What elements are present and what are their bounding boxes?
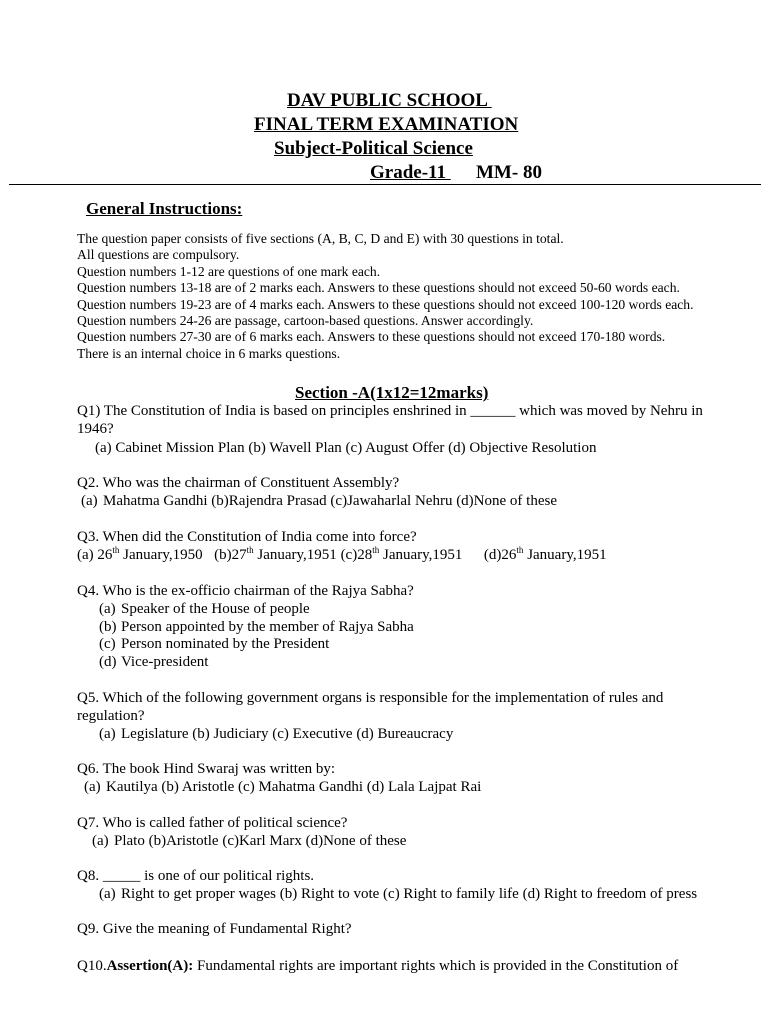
q3-options [77,547,607,564]
q3-option-d: (d)26th January,1951 [483,545,607,563]
instructions-title: General Instructions: [86,199,243,218]
instruction-item: The question paper consists of five sections (A, B, C, D and E) with 30 questions in total. [77,231,564,246]
instruction-item: There is an internal choice in 6 marks questions. [77,345,341,361]
option-text: Mahatma Gandhi (b)Rajendra Prasad (c)Jawaharlal Nehru (d)None of these [103,493,557,509]
q1-options: (a) Cabinet Mission Plan (b) Wavell Plan (c) August Offer (d) Objective Resolution [95,440,597,456]
section-a-title: Section -A(1x12=12marks) [295,383,489,402]
q10-text: Q10.Assertion(A): Fundamental rights are important rights which is provided in the Constitution of [77,958,679,974]
q1-text: Q1) The Constitution of India is based on principles enshrined in ______ which was moved by Nehru in [77,403,703,419]
instruction-item: Question numbers 1-12 are questions of one mark each. [77,263,381,279]
q4-option-d: (d) Vice-president [99,654,209,670]
q8-text: Q8. _____ is one of our political rights. [77,868,315,884]
instruction-item: All questions are compulsory. [77,247,240,263]
q4-option-c: (c) Person nominated by the President [99,636,330,652]
q4-option-b: (b) Person appointed by the member of Rajya Sabha [99,619,414,635]
instruction-item: Question numbers 27-30 are of 6 marks each. Answers to these questions should not exceed 170-180 words. [77,329,666,345]
instruction-item: Question numbers 19-23 are of 4 marks each. Answers to these questions should not exceed 100-120 words each. [77,296,694,312]
q8-options: (a) Right to get proper wages (b) Right to vote (c) Right to family life (d) Right to freedom of press [99,886,698,902]
q5-text: Q5. Which of the following government organs is responsible for the implementation of rules and [77,690,664,706]
instructions-list [77,231,757,362]
instruction-item: Question numbers 13-18 are of 2 marks each. Answers to these questions should not exceed 50-60 words each. [77,280,680,296]
q3-option-b: (b)27th January,1951 [214,545,337,563]
q3-text: Q3. When did the Constitution of India come into force? [77,529,417,545]
q3-option-a: (a) 26th January,1950 [77,545,203,563]
q1-text-continued: 1946? [77,421,114,437]
header-divider [9,184,761,185]
q2-text: Q2. Who was the chairman of Constituent Assembly? [77,475,400,491]
school-name: DAV PUBLIC SCHOOL [287,90,492,111]
q4-option-a: (a) Speaker of the House of people [99,601,310,617]
q4-text: Q4. Who is the ex-officio chairman of the Rajya Sabha? [77,583,414,599]
q3-option-c: (c)28th January,1951 [340,545,463,563]
max-marks-label: MM- 80 [476,162,542,183]
q7-options: (a) Plato (b)Aristotle (c)Karl Marx (d)None of these [92,833,407,849]
q5-text-continued: regulation? [77,708,145,724]
instruction-item: Question numbers 24-26 are passage, cartoon-based questions. Answer accordingly. [77,313,534,329]
q7-text: Q7. Who is called father of political science? [77,815,348,831]
subject-title: Subject-Political Science [274,138,473,159]
assertion-label: Assertion(A): [106,958,194,974]
grade-label: Grade-11 [370,162,451,183]
q9-text: Q9. Give the meaning of Fundamental Right? [77,921,352,937]
q6-text: Q6. The book Hind Swaraj was written by: [77,761,336,777]
q5-options: (a) Legislature (b) Judiciary (c) Executive (d) Bureaucracy [99,726,454,742]
exam-title: FINAL TERM EXAMINATION [254,114,519,135]
q2-options [81,493,557,510]
q6-options: (a) Kautilya (b) Aristotle (c) Mahatma Gandhi (d) Lala Lajpat Rai [84,779,482,795]
option-label: (a) [81,493,98,509]
